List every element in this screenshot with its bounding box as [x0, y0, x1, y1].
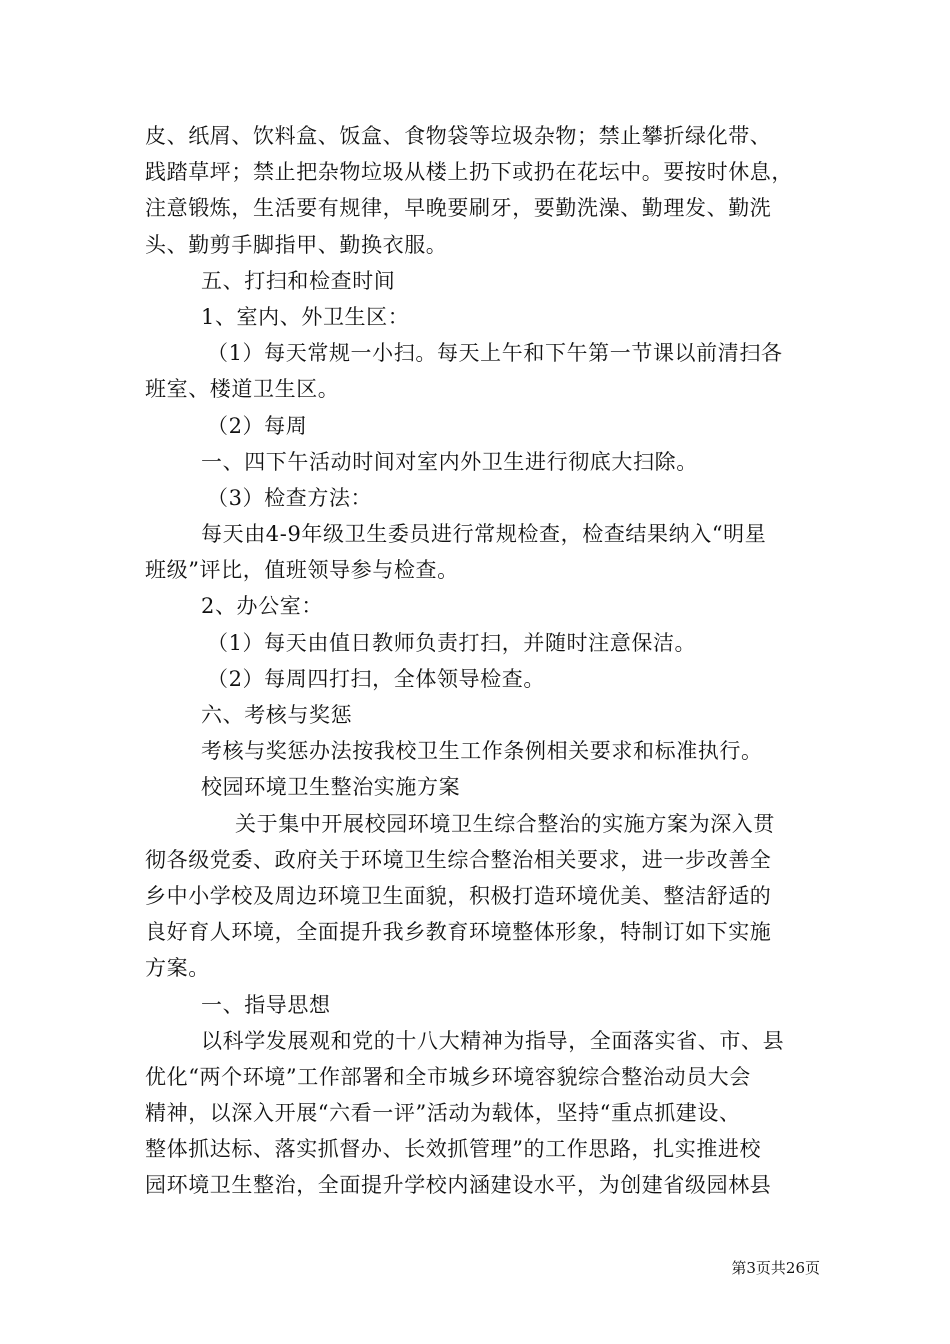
section-heading: 六、考核与奖惩	[201, 703, 353, 727]
text-line: 头、勤剪手脚指甲、勤换衣服。	[145, 232, 448, 257]
document-title: 校园环境卫生整治实施方案	[201, 775, 461, 800]
text-line: 关于集中开展校园环境卫生综合整治的实施方案为深入贯	[235, 811, 775, 836]
text-line: 班室、楼道卫生区。	[145, 377, 340, 402]
text-line: 整体抓达标、落实抓督办、长效抓管理”的工作思路，扎实推进校	[145, 1137, 762, 1162]
text-line: 良好育人环境，全面提升我乡教育环境整体形象，特制订如下实施	[145, 920, 772, 945]
document-body	[145, 118, 825, 1204]
subsection-heading: 1、室内、外卫生区：	[201, 304, 410, 329]
page-number: 第3页共26页	[731, 1259, 820, 1277]
text-line: 践踏草坪；禁止把杂物垃圾从楼上扔下或扔在花坛中。要按时休息，	[145, 160, 793, 185]
subsection-heading: 2、办公室：	[201, 594, 323, 619]
text-line: （1）每天常规一小扫。每天上午和下午第一节课以前清扫各	[207, 341, 783, 366]
text-line: 方案。	[145, 956, 210, 981]
text-line: 彻各级党委、政府关于环境卫生综合整治相关要求，进一步改善全	[145, 847, 772, 872]
section-heading: 五、打扫和检查时间	[201, 268, 396, 293]
text-line: 每天由4-9年级卫生委员进行常规检查，检查结果纳入“明星	[201, 522, 767, 547]
text-line: 考核与奖惩办法按我校卫生工作条例相关要求和标准执行。	[201, 739, 763, 764]
text-line: （2）每周	[207, 413, 308, 438]
text-line: 优化“两个环境”工作部署和全市城乡环境容貌综合整治动员大会	[145, 1064, 751, 1089]
section-heading: 一、指导思想	[201, 992, 331, 1017]
text-line: 皮、纸屑、饮料盒、饭盒、食物袋等垃圾杂物；禁止攀折绿化带、	[145, 124, 772, 148]
text-line: （3）检查方法：	[207, 485, 373, 510]
text-line: 园环境卫生整治，全面提升学校内涵建设水平，为创建省级园林县	[145, 1173, 772, 1198]
text-line: （2）每周四打扫，全体领导检查。	[207, 666, 545, 691]
text-line: 精神，以深入开展“六看一评”活动为载体，坚持“重点抓建设、	[145, 1101, 741, 1126]
text-line: 班级”评比，值班领导参与检查。	[145, 558, 459, 583]
text-line: （1）每天由值日教师负责打扫，并随时注意保洁。	[207, 630, 697, 655]
text-line: 乡中小学校及周边环境卫生面貌，积极打造环境优美、整洁舒适的	[145, 883, 772, 908]
text-line: 一、四下午活动时间对室内外卫生进行彻底大扫除。	[201, 449, 698, 474]
text-line: 注意锻炼，生活要有规律，早晚要刷牙，要勤洗澡、勤理发、勤洗	[145, 196, 772, 221]
text-line: 以科学发展观和党的十八大精神为指导，全面落实省、市、县	[201, 1028, 785, 1053]
